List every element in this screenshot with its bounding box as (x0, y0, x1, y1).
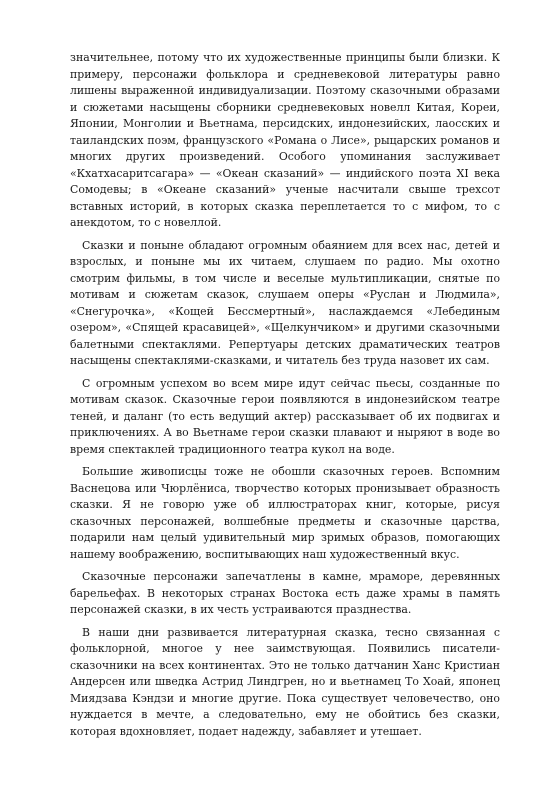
paragraph-6: В наши дни развивается литературная сказка, тесно связанная с фольклорной, многое у нее заимствующая. Появились писатели-сказочники на всех континентах. Это не только датчанин Ханс Кристиан Андерсен или шведка Астрид Линдгрен, но и вьетнамец То Хоай, японец Миядзава Кэндзи и многие другие. Пока существует человечество, оно нуждается в мечте, а следовательно, ему не обойтись без сказки, которая вдохновляет, подает надежду, забавляет и утешает. (70, 625, 500, 738)
paragraph-2: Сказки и поныне обладают огромным обаянием для всех нас, детей и взрослых, и поныне мы их читаем, слушаем по радио. Мы охотно смотрим фильмы, в том числе и веселые мультипликации, снятые по мотивам и сюжетам сказок, слушаем оперы «Руслан и Людмила», «Снегурочка», «Кощей Бессмертный», наслаждаемся «Лебединым озером», «Спящей красавицей», «Щелкунчиком» и другими сказочными балетными спектаклями. Репертуары детских драматических театров насыщены спектаклями-сказками, и читатель без труда назовет их сам. (70, 238, 500, 367)
paragraph-5: Сказочные персонажи запечатлены в камне, мраморе, деревянных барельефах. В некоторых странах Востока есть даже храмы в память персонажей сказки, в их честь устраиваются празднества. (70, 570, 500, 616)
paragraph-3: С огромным успехом во всем мире идут сейчас пьесы, созданные по мотивам сказок. Сказочные герои появляются в индонезийском театре теней, и даланг (то есть ведущий актер) рассказывает об их подвигах и приключениях. А во Вьетнаме герои сказки плавают и ныряют в воде во время спектаклей традиционного театра кукол на воде. (70, 376, 500, 456)
paragraph-1: значительнее, потому что их художественные принципы были близки. К примеру, персонажи фольклора и средневековой литературы равно лишены выраженной индивидуализации. Поэтому сказочными образами и сюжетами насыщены сборники средневековых новелл Китая, Кореи, Японии, Монголии и Вьетнама, персидских, индонезийских, лаосских и таиландских поэм, французского «Романа о Лисе», рыцарских романов и многих других произведений. Особого упоминания заслуживает «Кхатхасаритсагара» — «Океан сказаний» — индийского поэта XI века Сомодевы; в «Океане сказаний» ученые насчитали свыше трехсот вставных историй, в которых сказка переплетается то с мифом, то с анекдотом, то с новеллой. (70, 51, 500, 229)
page-body (70, 50, 500, 746)
paragraph-4: Большие живописцы тоже не обошли сказочных героев. Вспомним Васнецова или Чюрлёниса, творчество которых пронизывает образность сказки. Я не говорю уже об иллюстраторах книг, которые, рисуя сказочных персонажей, волшебные предметы и сказочные царства, подарили нам целый удивительный мир зримых образов, помогающих нашему воображению, воспитывающих наш художественный вкус. (70, 465, 500, 561)
